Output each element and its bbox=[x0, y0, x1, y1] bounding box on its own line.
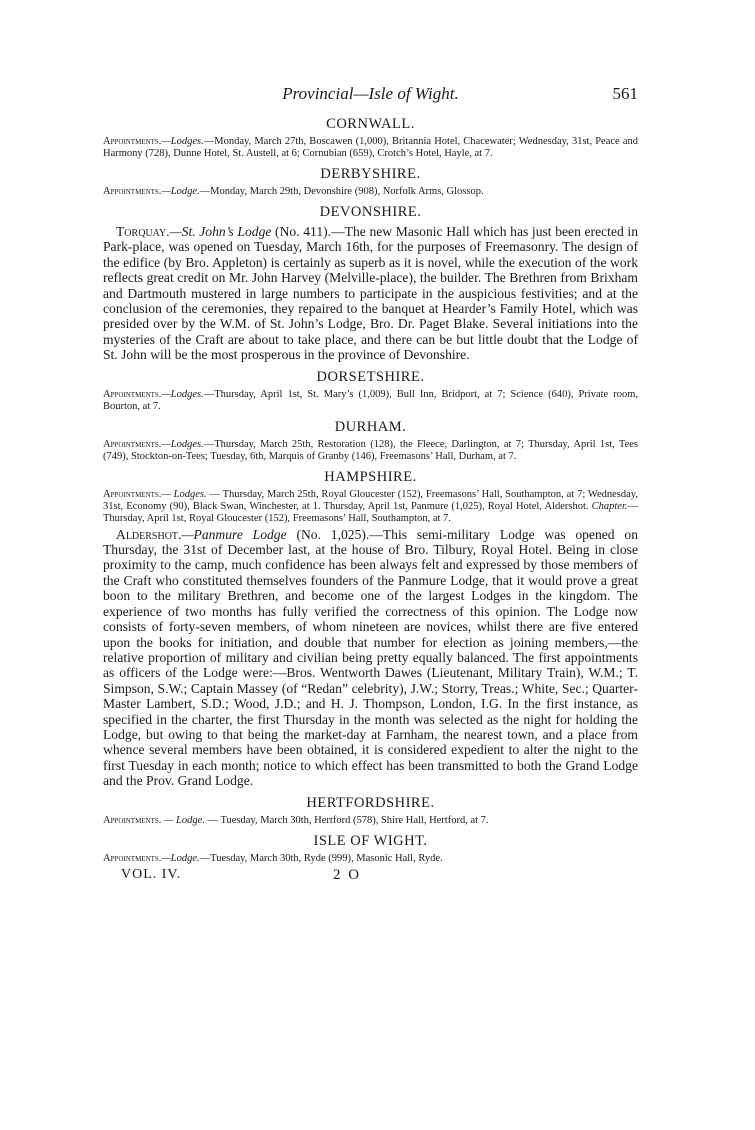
section-heading-devonshire: DEVONSHIRE. bbox=[319, 204, 422, 220]
chapter-label: Chapter. bbox=[591, 500, 628, 512]
cornwall-appointments bbox=[103, 136, 638, 160]
lead-label: Appointments. bbox=[103, 438, 162, 450]
entry-text-2: —Thursday, April 1st, Royal Gloucester (152), Freemasons’ Hall, Southampton, at 7. bbox=[103, 500, 638, 524]
kind-label: —Panmure Lodge bbox=[181, 526, 287, 542]
kind-label: —Lodge. bbox=[161, 852, 200, 864]
entry-text: —Thursday, April 1st, St. Mary’s (1,009), Bull Inn, Bridport, at 7; Science (640), Private room, Bourton, at 7. bbox=[103, 388, 638, 412]
devonshire-paragraph bbox=[103, 224, 638, 363]
kind-label: — Lodge. bbox=[161, 814, 205, 826]
hampshire-appointments bbox=[103, 489, 638, 525]
lead-label: Appointments. bbox=[103, 136, 162, 147]
signature-mark: 2 O bbox=[333, 866, 362, 883]
kind-label: — Lodges. bbox=[161, 488, 207, 500]
dorsetshire-appointments bbox=[103, 389, 638, 413]
lead-label: Appointments. bbox=[103, 814, 162, 826]
paragraph-text: (No. 1,025).—This semi-military Lodge was opened on Thursday, the 31st of December last, at the house of Bro. Tilbury, Royal Hotel. Being in close proximity to the camp, much confidence has been always felt and expressed by those members of the Craft who constituted themselves founders of the Panmure Lodge, that it would prove a great boon to the military Brethren, and become one of the largest Lodges in the kingdom. The experience of two months has fully verified the correctness of this opinion. The Lodge now consists of forty-seven members, of whom nineteen are novices, whilst there are five entered upon the books for initiation, and double that number for election as joining members,—the relative proportion of military and civilian being pretty equally balanced. The first appointments as officers of the Lodge were:—Bros. Wentworth Dawes (Lieutenant, Military Train), W.M.; T. Simpson, S.W.; Captain Massey (of “Redan” celebrity), J.W.; Storry, Treas.; White, Sec.; Quarter-Master Lambert, S.D.; Wood, J.D.; and H. J. Thompson, London, I.G. In the first instance, as specified in the charter, the first Thursday in the month was selected as the night for holding the Lodge, but owing to that being the market-day at Farnham, the nearest town, and a place from whence several members have been obtained, it is considered expedient to alter the night to the first Tuesday in each month; notice to which effect has been transmitted to both the Grand Lodge and the Prov. Grand Lodge. bbox=[103, 526, 638, 789]
lead-label: Appointments. bbox=[103, 488, 162, 500]
running-title: Provincial—Isle of Wight. bbox=[282, 84, 459, 103]
aldershot-paragraph bbox=[103, 527, 638, 789]
section-heading-hampshire: HAMPSHIRE. bbox=[324, 468, 417, 485]
kind-label: —Lodges. bbox=[161, 388, 204, 400]
hertfordshire-appointments bbox=[103, 815, 638, 827]
entry-text: —Monday, March 27th, Boscawen (1,000), Britannia Hotel, Chacewater; Wednesday, 31st, Peace and Harmony (728), Dunne Hotel, St. Austell, at 6; Cornubian (659), Crotch’s Hotel, Hayle, at 7. bbox=[103, 136, 638, 159]
derbyshire-appointments bbox=[103, 186, 638, 198]
page-number: 561 bbox=[612, 84, 638, 103]
lead-label: Appointments. bbox=[103, 388, 162, 400]
section-heading-hertfordshire: HERTFORDSHIRE. bbox=[306, 794, 435, 811]
paragraph-text: (No. 411).—The new Masonic Hall which has just been erected in Park-place, was opened on Tuesday, March 16th, for the purposes of Freemasonry. The design of the edifice (by Bro. Appleton) is certainly as superb as it is novel, while the execution of the work reflects great credit on Mr. John Harvey (Melville-place), the builder. The Brethren from Brixham and Dartmouth mustered in large numbers to participate in the auspicious festivities; and at the conclusion of the ceremonies, they repaired to the banquet at Hearder’s Family Hotel, which was presided over by the W.M. of St. John’s Lodge, Bro. Dr. Paget Blake. Several initiations into the mysteries of the Craft are about to take place, and there can be but little doubt that the Lodge of St. John will be the most prosperous in the province of Devonshire. bbox=[103, 224, 638, 363]
durham-appointments bbox=[103, 439, 638, 463]
kind-label: —St. John’s Lodge bbox=[169, 224, 272, 239]
entry-text: — Tuesday, March 30th, Hertford (578), Shire Hall, Hertford, at 7. bbox=[204, 814, 489, 826]
entry-text: —Thursday, March 25th, Restoration (128), the Fleece, Darlington, at 7; Thursday, April 1st, Tees (749), Stockton-on-Tees; Tuesday, 6th, Marquis of Granby (146), Freemasons’ Hall, Durham, at 7. bbox=[103, 438, 638, 462]
page-footer bbox=[103, 867, 638, 885]
entry-text: —Tuesday, March 30th, Ryde (999), Masonic Hall, Ryde. bbox=[199, 852, 443, 864]
lead-label: Aldershot. bbox=[116, 526, 182, 542]
entry-text: —Monday, March 29th, Devonshire (908), Norfolk Arms, Glossop. bbox=[199, 186, 484, 197]
lead-label: Torquay. bbox=[116, 224, 170, 239]
kind-label: —Lodges. bbox=[161, 136, 204, 147]
section-heading-durham: DURHAM. bbox=[334, 418, 407, 435]
running-header bbox=[103, 84, 638, 110]
volume-label: VOL. IV. bbox=[121, 866, 182, 882]
entry-text: — Thursday, March 25th, Royal Gloucester (152), Freemasons’ Hall, Southampton, at 7; Wednesday, 31st, Economy (90), Black Swan, Winchester, at 1. Thursday, April 1st, Panmure (1,025), Royal Hotel, Aldershot. bbox=[103, 488, 638, 512]
lead-label: Appointments. bbox=[103, 852, 162, 864]
kind-label: —Lodge. bbox=[161, 186, 200, 197]
section-heading-cornwall: CORNWALL. bbox=[326, 116, 415, 132]
section-heading-derbyshire: DERBYSHIRE. bbox=[320, 166, 421, 182]
lead-label: Appointments. bbox=[103, 186, 162, 197]
kind-label: —Lodges. bbox=[161, 438, 204, 450]
isle-of-wight-appointments bbox=[103, 853, 638, 865]
section-heading-dorsetshire: DORSETSHIRE. bbox=[316, 368, 425, 385]
page bbox=[103, 84, 638, 885]
section-heading-isle-of-wight: ISLE OF WIGHT. bbox=[313, 832, 428, 849]
